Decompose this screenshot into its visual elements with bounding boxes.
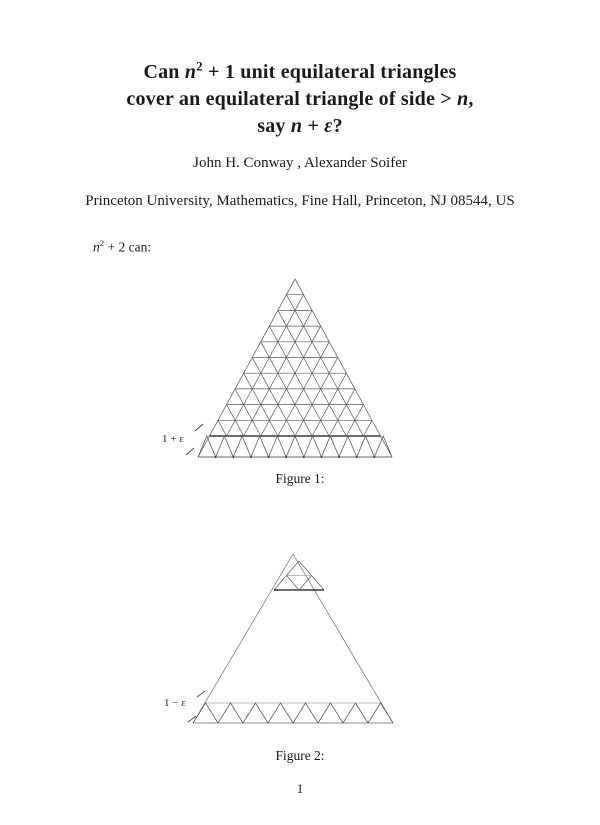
figure2-strip-label: 1 − ε: [164, 697, 186, 709]
body-math-n: n: [93, 239, 100, 255]
body-exponent: 2: [99, 238, 105, 248]
affiliation-line: Princeton University, Mathematics, Fine Hall, Princeton, NJ 08544, US: [85, 193, 515, 209]
title-line-2: [126, 88, 473, 110]
title-seg: ,: [468, 87, 474, 110]
title-math-eps: n + ε: [290, 114, 333, 137]
figure2-triangle-diagram: [150, 545, 450, 730]
title-exponent: 2: [196, 58, 203, 73]
title-seg: Can: [143, 60, 185, 83]
title-seg: say: [257, 114, 291, 137]
title-math-n: n: [457, 87, 469, 110]
page-number: 1: [296, 781, 304, 796]
body-text: [93, 238, 151, 256]
figure2-caption: Figure 2:: [275, 748, 325, 763]
body-seg: + 2 can:: [104, 239, 152, 255]
title-line-3: [257, 115, 343, 137]
paper-title: [0, 52, 600, 140]
figure1-strip-label: 1 + ε: [162, 433, 184, 445]
title-line-1: [143, 58, 457, 83]
figure1-triangle-grid-diagram: [150, 270, 450, 465]
authors-line: John H. Conway , Alexander Soifer: [193, 155, 407, 171]
title-seg: + 1 unit equilateral triangles: [202, 60, 457, 83]
figure1-caption: Figure 1:: [275, 471, 325, 486]
title-seg: ?: [332, 114, 343, 137]
title-seg: cover an equilateral triangle of side >: [126, 87, 458, 110]
title-math-n: n: [184, 60, 197, 83]
